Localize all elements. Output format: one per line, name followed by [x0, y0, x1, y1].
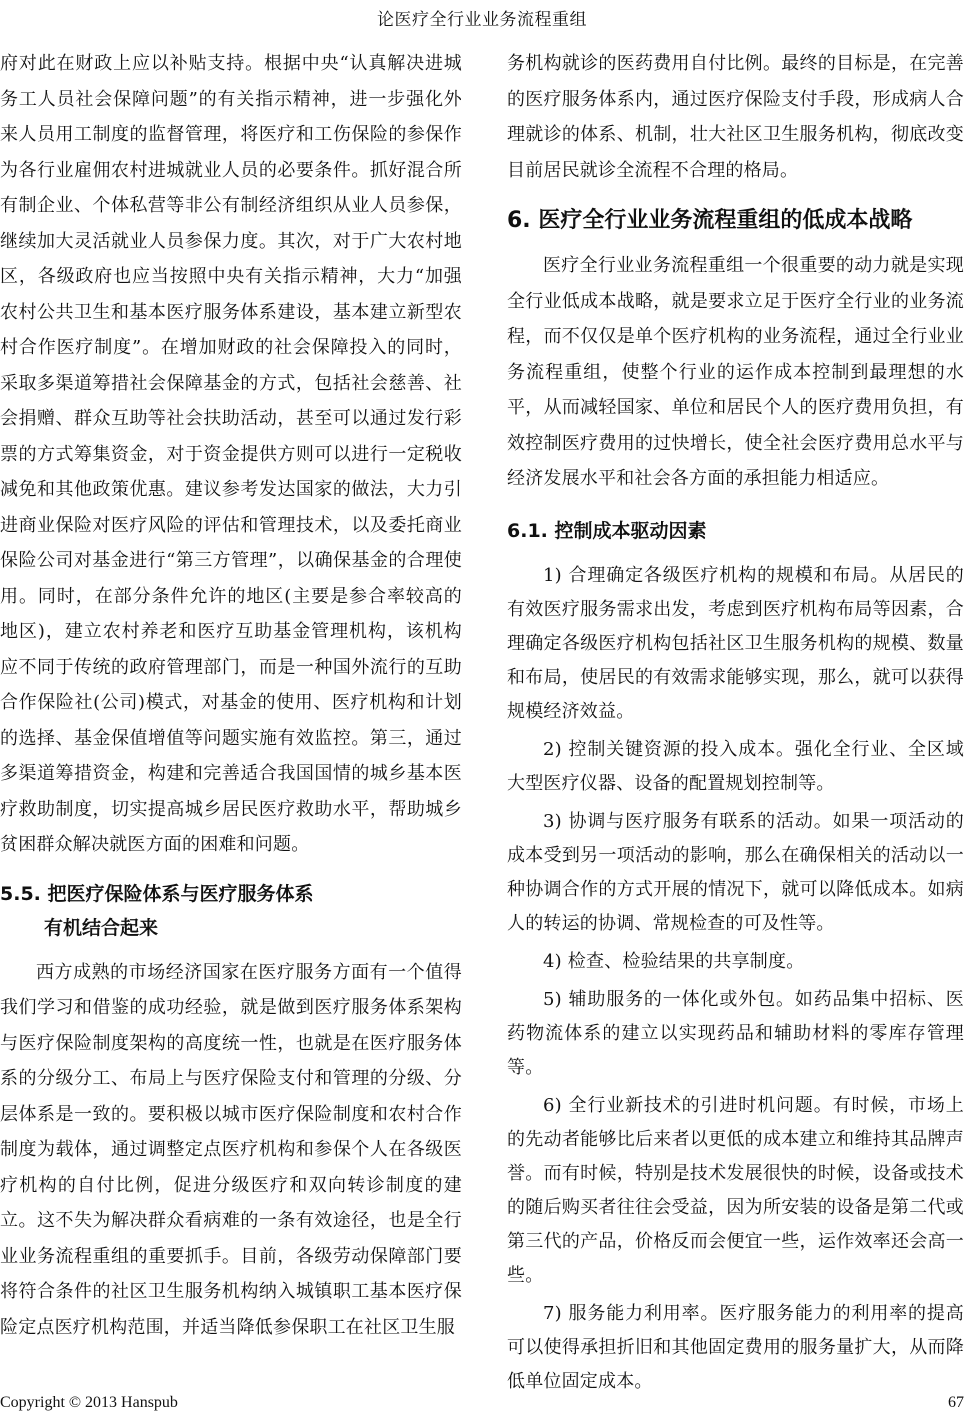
list-item-1: 1) 合理确定各级医疗机构的规模和布局。从居民的有效医疗服务需求出发，考虑到医疗机构布局等因素，合理确定各级医疗机构包括社区卫生服务机构的规模、数量和布局，使居民的有效需求能够实现，那么，就可以获得规模经济效益。 — [507, 564, 964, 722]
section-heading-5-5-line1: 5.5. 把医疗保险体系与医疗服务体系 — [0, 882, 314, 905]
list-item-2: 2) 控制关键资源的投入成本。强化全行业、全区域大型医疗仪器、设备的配置规划控制等。 — [507, 738, 964, 794]
section-heading-5-5 — [0, 877, 462, 945]
left-column — [0, 46, 462, 1345]
list-item-3: 3) 协调与医疗服务有联系的活动。如果一项活动的成本受到另一项活动的影响，那么在确保相关的活动以一种协调合作的方式开展的情况下，就可以降低成本。如病人的转运的协调、常规检查的可及性等。 — [507, 810, 964, 934]
section-heading-6-1: 6.1. 控制成本驱动因素 — [507, 519, 707, 542]
list-item-4: 4) 检查、检验结果的共享制度。 — [543, 950, 805, 972]
right-column — [507, 46, 964, 1403]
page-footer — [0, 1392, 964, 1414]
list-item-5: 5) 辅助服务的一体化或外包。如药品集中招标、医药物流体系的建立以实现药品和辅助材料的零库存管理等。 — [507, 988, 964, 1078]
copyright-notice: Copyright © 2013 Hanspub — [0, 1394, 178, 1411]
left-paragraph-1: 府对此在财政上应以补贴支持。根据中央“认真解决进城务工人员社会保障问题”的有关指示精神，进一步强化外来人员用工制度的监督管理，将医疗和工伤保险的参保作为各行业雇佣农村进城就业人员的必要条件。抓好混合所有制企业、个体私营等非公有制经济组织从业人员参保，继续加大灵活就业人员参保力度。其次，对于广大农村地区，各级政府也应当按照中央有关指示精神，大力“加强农村公共卫生和基本医疗服务体系建设，基本建立新型农村合作医疗制度”。在增加财政的社会保障投入的同时，采取多渠道筹措社会保障基金的方式，包括社会慈善、社会捐赠、群众互助等社会扶助活动，甚至可以通过发行彩票的方式筹集资金，对于资金提供方则可以进行一定税收减免和其他政策优惠。建议参考发达国家的做法，大力引进商业保险对医疗风险的评估和管理技术，以及委托商业保险公司对基金进行“第三方管理”，以确保基金的合理使用。同时，在部分条件允许的地区(主要是参合率较高的地区)，建立农村养老和医疗互助基金管理机构，该机构应不同于传统的政府管理部门，而是一种国外流行的互助合作保险社(公司)模式，对基金的使用、医疗机构和计划的选择、基金保值增值等问题实施有效监控。第三，通过多渠道筹措资金，构建和完善适合我国国情的城乡基本医疗救助制度，切实提高城乡居民医疗救助水平，帮助城乡贫困群众解决就医方面的困难和问题。 — [0, 53, 462, 855]
right-paragraph-1: 务机构就诊的医药费用自付比例。最终的目标是，在完善的医疗服务体系内，通过医疗保险支付手段，形成病人合理就诊的体系、机制，壮大社区卫生服务机构，彻底改变目前居民就诊全流程不合理的格局。 — [507, 53, 964, 181]
running-head: 论医疗全行业业务流程重组 — [377, 10, 587, 30]
section-heading-6: 6. 医疗全行业业务流程重组的低成本战略 — [507, 208, 913, 233]
left-paragraph-2: 西方成熟的市场经济国家在医疗服务方面有一个值得我们学习和借鉴的成功经验，就是做到医疗服务体系架构与医疗保险制度架构的高度统一性，也就是在医疗服务体系的分级分工、布局上与医疗保险支付和管理的分级、分层体系是一致的。要积极以城市医疗保险制度和农村合作制度为载体，通过调整定点医疗机构和参保个人在各级医疗机构的自付比例，促进分级医疗和双向转诊制度的建立。这不失为解决群众看病难的一条有效途径，也是全行业业务流程重组的重要抓手。目前，各级劳动保障部门要将符合条件的社区卫生服务机构纳入城镇职工基本医疗保险定点医疗机构范围，并适当降低参保职工在社区卫生服 — [0, 961, 462, 1338]
right-paragraph-2: 医疗全行业业务流程重组一个很重要的动力就是实现全行业低成本战略，就是要求立足于医疗全行业的业务流程，而不仅仅是单个医疗机构的业务流程，通过全行业业务流程重组，使整个行业的运作成本控制到最理想的水平，从而减轻国家、单位和居民个人的医疗费用负担，有效控制医疗费用的过快增长，使全社会医疗费用总水平与经济发展水平和社会各方面的承担能力相适应。 — [507, 255, 964, 489]
list-item-6: 6) 全行业新技术的引进时机问题。有时候，市场上的先动者能够比后来者以更低的成本建立和维持其品牌声誉。而有时候，特别是技术发展很快的时候，设备或技术的随后购买者往往会受益，因为所安装的设备是第二代或第三代的产品，价格反而会便宜一些，运作效率还会高一些。 — [507, 1094, 964, 1286]
section-heading-5-5-line2: 有机结合起来 — [44, 916, 159, 939]
list-item-7: 7) 服务能力利用率。医疗服务能力的利用率的提高可以使得承担折旧和其他固定费用的服务量扩大，从而降低单位固定成本。 — [507, 1302, 964, 1392]
page-number: 67 — [948, 1394, 964, 1411]
